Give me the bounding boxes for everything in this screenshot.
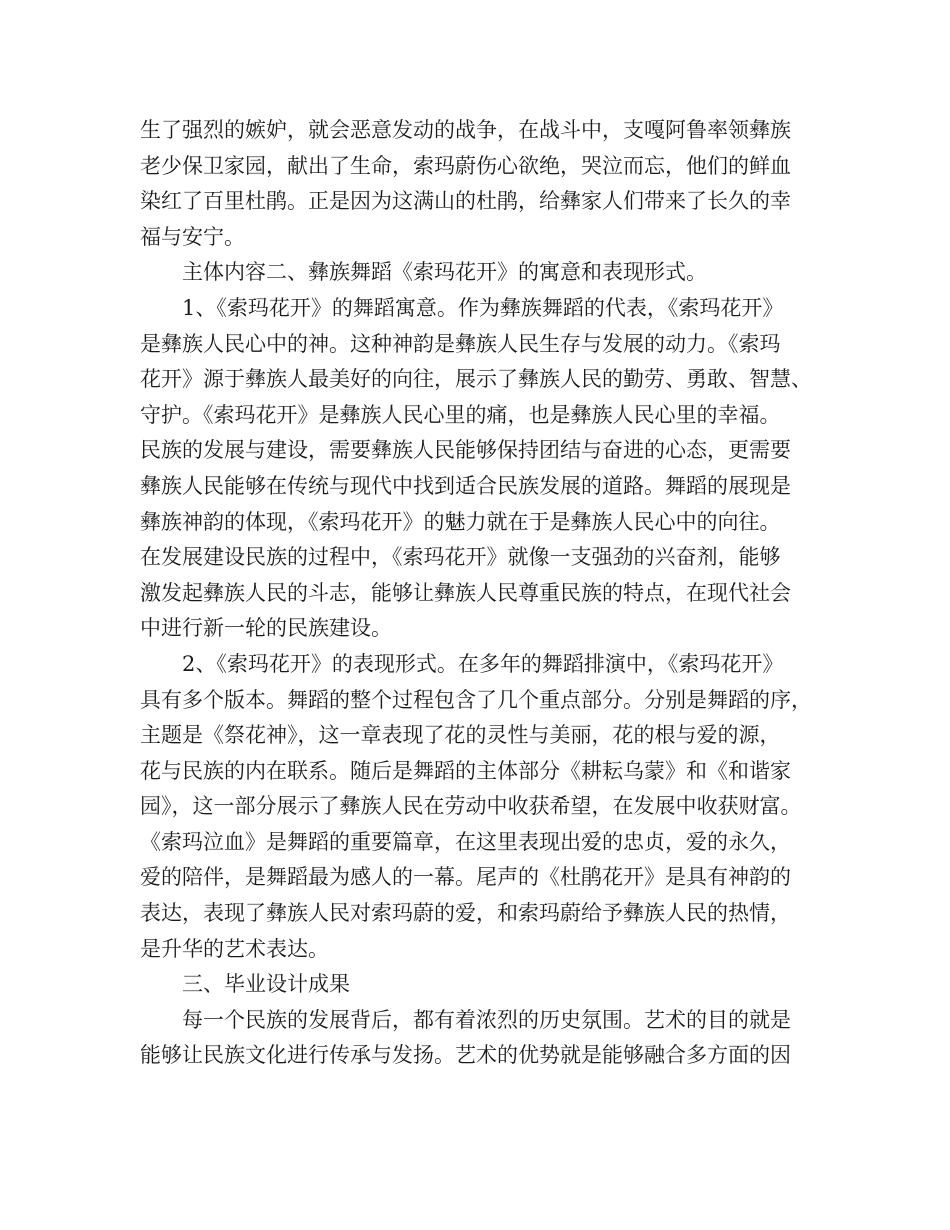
body-text: [140, 113, 820, 1074]
text-line: 老少保卫家园，献出了生命，索玛蔚伤心欲绝，哭泣而忘，他们的鲜血: [140, 153, 791, 178]
text-line: 《索玛泣血》是舞蹈的重要篇章，在这里表现出爱的忠贞，爱的永久，: [140, 829, 791, 854]
text-line: 花开》源于彝族人最美好的向往，展示了彝族人民的勤劳、勇敢、智慧、: [140, 367, 812, 392]
text-line: 主题是《祭花神》，这一章表现了花的灵性与美丽，花的根与爱的源，: [140, 723, 781, 748]
text-line: 染红了百里杜鹃。正是因为这满山的杜鹃，给彝家人们带来了长久的幸: [140, 189, 791, 214]
text-line: 具有多个版本。舞蹈的整个过程包含了几个重点部分。分别是舞蹈的序，: [140, 687, 812, 712]
text-line: 福与安宁。: [140, 224, 245, 249]
text-line: 民族的发展与建设，需要彝族人民能够保持团结与奋进的心态，更需要: [140, 438, 791, 463]
text-line: 中进行新一轮的民族建设。: [140, 616, 392, 641]
text-line: 彝族人民能够在传统与现代中找到适合民族发展的道路。舞蹈的展现是: [140, 473, 791, 498]
text-line: 三、毕业设计成果: [182, 972, 350, 997]
text-line: 生了强烈的嫉妒，就会恶意发动的战争，在战斗中，支嘎阿鲁率领彝族: [140, 118, 791, 142]
text-line: 园》，这一部分展示了彝族人民在劳动中收获希望，在发展中收获财富。: [140, 794, 802, 819]
text-line: 爱的陪伴，是舞蹈最为感人的一幕。尾声的《杜鹃花开》是具有神韵的: [140, 865, 791, 890]
text-line: 是彝族人民心中的神。这种神韵是彝族人民生存与发展的动力。《索玛: [140, 331, 781, 356]
text-line: 是升华的艺术表达。: [140, 936, 329, 961]
text-line: 每一个民族的发展背后，都有着浓烈的历史氛围。艺术的目的就是: [182, 1007, 791, 1032]
text-line: 守护。《索玛花开》是彝族人民心里的痛，也是彝族人民心里的幸福。: [140, 402, 781, 427]
text-line: 花与民族的内在联系。随后是舞蹈的主体部分《耕耘乌蒙》和《和谐家: [140, 758, 791, 783]
text-line: 能够让民族文化进行传承与发扬。艺术的优势就是能够融合多方面的因: [140, 1043, 791, 1068]
text-line: 表达，表现了彝族人民对索玛蔚的爱，和索玛蔚给予彝族人民的热情，: [140, 901, 791, 926]
text-line: 1、《索玛花开》的舞蹈寓意。作为彝族舞蹈的代表，《索玛花开》: [182, 295, 784, 320]
text-line: 彝族神韵的体现，《索玛花开》的魅力就在于是彝族人民心中的向往。: [140, 509, 781, 534]
text-line: 激发起彝族人民的斗志，能够让彝族人民尊重民族的特点，在现代社会: [140, 580, 791, 605]
text-line: 在发展建设民族的过程中，《索玛花开》就像一支强劲的兴奋剂，能够: [140, 545, 781, 570]
text-line: 2、《索玛花开》的表现形式。在多年的舞蹈排演中，《索玛花开》: [182, 651, 784, 676]
text-line: 主体内容二、彝族舞蹈《索玛花开》的寓意和表现形式。: [182, 260, 707, 285]
